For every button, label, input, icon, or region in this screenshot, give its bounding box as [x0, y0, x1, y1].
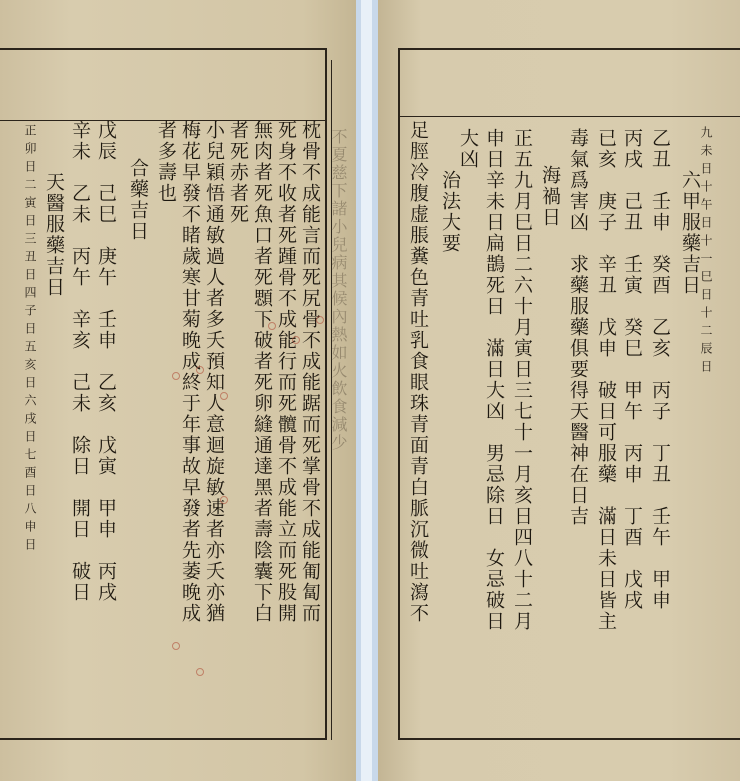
bleed-through-text: 不夏慈下諸小兒病其候內熱如火飲食減少 [329, 128, 348, 452]
right-col-9: 大凶 [457, 128, 479, 170]
right-col-5: 毒氣爲害凶 求藥服藥俱要得天醫神在日吉 [567, 128, 589, 527]
right-col-8: 申日辛未日扁鵲死日 滿日大凶 男忌除日 女忌破日 [483, 128, 505, 632]
red-punctuation-mark [220, 496, 228, 504]
red-punctuation-mark [220, 392, 228, 400]
left-col-7: 者多壽也 [155, 120, 177, 204]
left-col-11: 天醫服藥吉日 [43, 172, 65, 298]
left-col-6: 梅花早發不睹歲寒甘菊晚成終于年事故早發者先萎晚成 [179, 120, 201, 624]
left-col-3: 無肉者死魚口者死顋下破者死卵縫通達黑者壽陰囊下白 [251, 120, 273, 624]
red-punctuation-mark [268, 322, 276, 330]
right-col-2: 乙丑 壬申 癸酉 乙亥 丙子 丁丑 壬午 甲申 [649, 128, 671, 611]
left-page-inner-rule [325, 48, 327, 740]
red-punctuation-mark [292, 336, 300, 344]
red-punctuation-mark [172, 642, 180, 650]
right-col-11: 足脛冷腹虚脹糞色青吐乳食眼珠青面青白脈沉微吐瀉不 [407, 120, 429, 624]
left-page-bottom-rule [0, 738, 326, 740]
right-col-4: 已亥 庚子 辛丑 戊申 破日可服藥 滿日未日皆主 [595, 128, 617, 632]
left-col-10: 辛未 乙未 丙午 辛亥 己未 除日 開日 破日 [69, 120, 91, 603]
left-col-5: 小兒穎悟通敏過人者多夭預知人意迴旋敏速者亦夭亦猶 [203, 120, 225, 624]
left-col-4: 者死赤者死 [227, 120, 249, 225]
left-col-1: 枕骨不成能言而死尻骨不成能踞而死掌骨不成能匍匐而 [299, 120, 321, 624]
left-col-8: 合藥吉日 [127, 158, 149, 242]
right-col-7: 正五九月巳日二六十月寅日三七十一月亥日四八十二月 [511, 128, 533, 632]
right-page-top-rule [398, 48, 740, 50]
gutter-highlight [361, 0, 372, 781]
left-col-2: 死身不收者死踵骨不成能行而死髖骨不成能立而死股開 [275, 120, 297, 624]
right-col-10: 治法大要 [439, 170, 461, 254]
left-page-top-rule [0, 48, 326, 50]
right-page-header-rule [398, 116, 740, 117]
right-col-1: 九未日十午日十一巳日十二辰日 [699, 126, 713, 378]
left-col-12: 正卯日二寅日三丑日四子日五亥日六戌日七酉日八申日 [23, 124, 37, 556]
left-col-9: 戊辰 己巳 庚午 壬申 乙亥 戊寅 甲申 丙戌 [95, 120, 117, 603]
right-col-3: 丙戌 己丑 壬寅 癸巳 甲午 丙申 丁酉 戊戌 [621, 128, 643, 611]
red-punctuation-mark [196, 366, 204, 374]
right-col-heading: 六甲服藥吉日 [679, 170, 701, 296]
right-col-6: 海禍日 [539, 165, 561, 228]
right-page-inner-rule [398, 48, 400, 740]
red-punctuation-mark [172, 372, 180, 380]
red-punctuation-mark [316, 316, 324, 324]
right-page [378, 0, 740, 781]
right-page-bottom-rule [398, 738, 740, 740]
red-punctuation-mark [196, 668, 204, 676]
